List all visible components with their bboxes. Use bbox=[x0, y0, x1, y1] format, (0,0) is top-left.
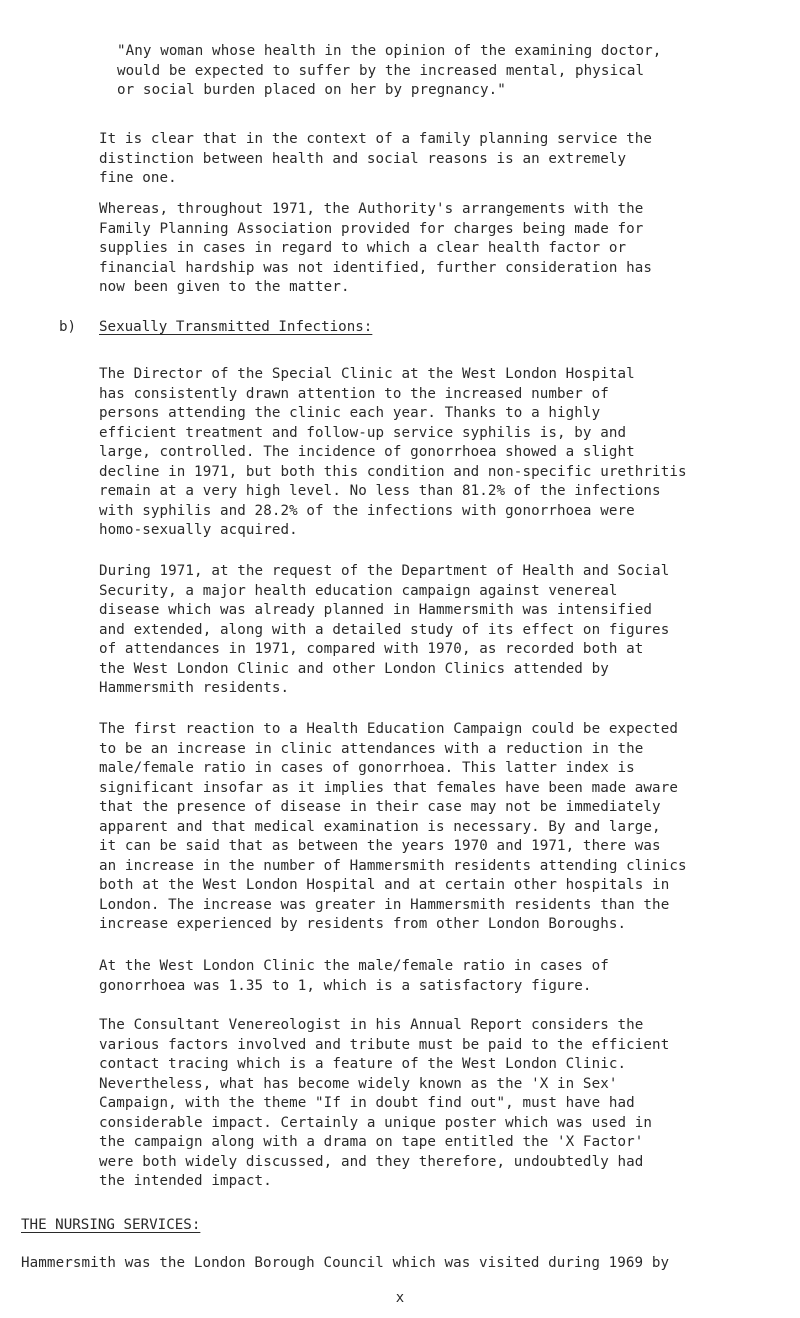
section-b-marker: b) bbox=[59, 319, 77, 335]
hammersmith-paragraph: Hammersmith was the London Borough Council which was visited during 1969 by bbox=[21, 1255, 670, 1271]
section-b-heading: Sexually Transmitted Infections: bbox=[99, 319, 373, 335]
director-paragraph: The Director of the Special Clinic at the West London Hospital has consistently drawn attention to the increased number of persons attending the clinic each year. Thanks to a highly efficient treatment and follow-up service syphilis is, by and large, controlled. The incidence of gonorrhoea showed a slight decline in 1971, but both this condition and non-specific urethritis remain at a very high level. No less than 81.2% of the infections with syphilis and 28.2% of the infections with gonorrhoea were homo-sexually acquired. bbox=[99, 366, 687, 538]
during-1971-paragraph: During 1971, at the request of the Department of Health and Social Security, a major health education campaign against venereal disease which was already planned in Hammersmith was intensified and extended, along with a detailed study of its effect on figures of attendances in 1971, compared with 1970, as recorded both at the West London Clinic and other London Clinics attended by Hammersmith residents. bbox=[99, 563, 670, 696]
page-number: x bbox=[395, 1290, 405, 1306]
whereas-paragraph: Whereas, throughout 1971, the Authority's arrangements with the Family Planning Association provided for charges being made for supplies in cases in regard to which a clear health factor or financial hardship was not identified, further consideration has now been given to the matter. bbox=[99, 201, 653, 295]
distinction-paragraph: It is clear that in the context of a family planning service the distinction between health and social reasons is an extremely fine one. bbox=[99, 131, 653, 186]
quote-paragraph: "Any woman whose health in the opinion of the examining doctor, would be expected to suffer by the increased mental, physical or social burden placed on her by pregnancy." bbox=[117, 43, 662, 98]
first-reaction-paragraph: The first reaction to a Health Education Campaign could be expected to be an increase in clinic attendances with a reduction in the male/female ratio in cases of gonorrhoea. This latter index is significant insofar as it implies that females have been made aware that the presence of disease in their case may not be immediately apparent and that medical examination is necessary. By and large, it can be said that as between the years 1970 and 1971, there was an increase in the number of Hammersmith residents attending clinics both at the West London Hospital and at certain other hospitals in London. The increase was greater in Hammersmith residents than the increase experienced by residents from other London Boroughs. bbox=[99, 721, 687, 932]
male-female-ratio-paragraph: At the West London Clinic the male/female ratio in cases of gonorrhoea was 1.35 to 1, which is a satisfactory figure. bbox=[99, 958, 609, 994]
nursing-services-heading: THE NURSING SERVICES: bbox=[21, 1217, 201, 1233]
consultant-paragraph: The Consultant Venereologist in his Annual Report considers the various factors involved and tribute must be paid to the efficient contact tracing which is a feature of the West London Clinic. Nevertheless, what has become widely known as the 'X in Sex' Campaign, with the theme "If in doubt find out", must have had considerable impact. Certainly a unique poster which was used in the campaign along with a drama on tape entitled the 'X Factor' were both widely discussed, and they therefore, undoubtedly had the intended impact. bbox=[99, 1017, 670, 1189]
